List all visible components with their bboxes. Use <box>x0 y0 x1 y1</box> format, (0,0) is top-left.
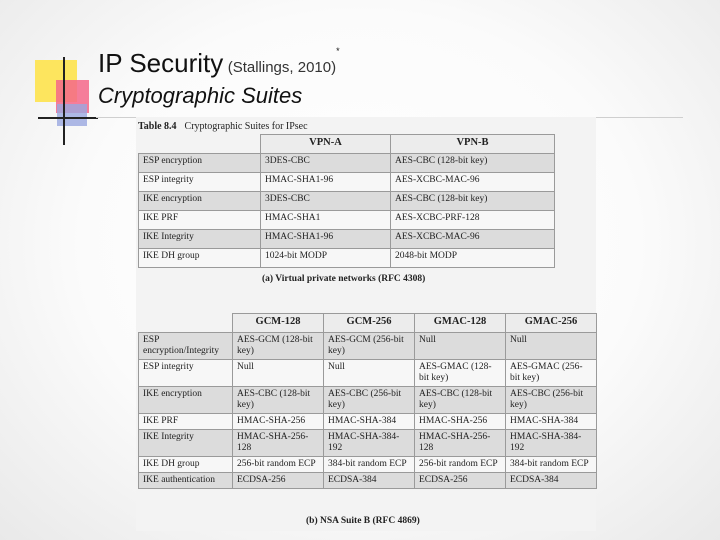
title-citation: (Stallings, 2010) <box>227 59 337 76</box>
table-cell: HMAC-SHA-256 <box>233 414 324 430</box>
table-cell: HMAC-SHA1-96 <box>261 173 391 192</box>
table-row <box>139 360 597 387</box>
slide-title <box>98 48 340 79</box>
row-header-cell: IKE encryption <box>139 387 233 414</box>
table-cell: Null <box>506 333 597 360</box>
row-header-cell: ESP integrity <box>139 173 261 192</box>
table-cell: AES-CBC (256-bit key) <box>324 387 415 414</box>
row-header-cell: IKE PRF <box>139 414 233 430</box>
row-header-cell: IKE PRF <box>139 211 261 230</box>
caption-part-a: (a) Virtual private networks (RFC 4308) <box>262 274 426 284</box>
table-cell: 256-bit random ECP <box>415 457 506 473</box>
table-cell: AES-GCM (256-bit key) <box>324 333 415 360</box>
table-row <box>139 333 597 360</box>
decor-vertical-line <box>63 57 65 145</box>
table-row <box>139 430 597 457</box>
table-cell: 3DES-CBC <box>261 192 391 211</box>
table-cell: HMAC-SHA-256-128 <box>415 430 506 457</box>
row-header-cell: IKE authentication <box>139 473 233 489</box>
row-header-cell: IKE Integrity <box>139 430 233 457</box>
table-cell: ECDSA-384 <box>506 473 597 489</box>
table-cell: Null <box>233 360 324 387</box>
table-cell: HMAC-SHA-384 <box>324 414 415 430</box>
table-cell: ECDSA-256 <box>233 473 324 489</box>
table-cell: HMAC-SHA1 <box>261 211 391 230</box>
vpn-suites-table <box>138 134 555 268</box>
table-cell: AES-GMAC (256-bit key) <box>506 360 597 387</box>
table-cell: 3DES-CBC <box>261 154 391 173</box>
table-row <box>139 414 597 430</box>
table-row <box>139 173 555 192</box>
table-row <box>139 154 555 173</box>
table-cell: 2048-bit MODP <box>391 249 555 268</box>
row-header-cell: ESP integrity <box>139 360 233 387</box>
table-cell: ECDSA-384 <box>324 473 415 489</box>
corner-cell <box>139 135 261 154</box>
table-cell: 384-bit random ECP <box>324 457 415 473</box>
row-header-cell: IKE DH group <box>139 457 233 473</box>
table-cell: HMAC-SHA-384-192 <box>324 430 415 457</box>
column-header: GCM-128 <box>233 314 324 333</box>
table-cell: AES-CBC (128-bit key) <box>391 192 555 211</box>
table-cell: AES-CBC (256-bit key) <box>506 387 597 414</box>
decor-horizontal-line <box>38 117 98 119</box>
table-row <box>139 192 555 211</box>
table-cell: 1024-bit MODP <box>261 249 391 268</box>
table-cell: AES-CBC (128-bit key) <box>415 387 506 414</box>
row-header-cell: ESP encryption/Integrity <box>139 333 233 360</box>
caption-part-b: (b) NSA Suite B (RFC 4869) <box>306 516 420 526</box>
table-cell: HMAC-SHA-256-128 <box>233 430 324 457</box>
decor-blue-square <box>57 104 87 126</box>
table-cell: HMAC-SHA1-96 <box>261 230 391 249</box>
column-header: GMAC-256 <box>506 314 597 333</box>
table-cell: AES-CBC (128-bit key) <box>391 154 555 173</box>
table-cell: HMAC-SHA-256 <box>415 414 506 430</box>
table-cell: AES-CBC (128-bit key) <box>233 387 324 414</box>
table-row <box>139 249 555 268</box>
table-cell: 256-bit random ECP <box>233 457 324 473</box>
table-row <box>139 230 555 249</box>
table-cell: AES-XCBC-MAC-96 <box>391 230 555 249</box>
column-header: VPN-B <box>391 135 555 154</box>
row-header-cell: IKE encryption <box>139 192 261 211</box>
column-header: VPN-A <box>261 135 391 154</box>
table-cell: AES-GCM (128-bit key) <box>233 333 324 360</box>
slide-subtitle: Cryptographic Suites <box>98 83 303 108</box>
table-row <box>139 211 555 230</box>
table-cell: HMAC-SHA-384 <box>506 414 597 430</box>
figure-title <box>138 121 308 132</box>
table-cell: AES-XCBC-PRF-128 <box>391 211 555 230</box>
table-label: Table 8.4 <box>138 121 177 132</box>
table-cell: AES-GMAC (128-bit key) <box>415 360 506 387</box>
row-header-cell: IKE Integrity <box>139 230 261 249</box>
table-cell: 384-bit random ECP <box>506 457 597 473</box>
title-main: IP Security <box>98 48 224 78</box>
scanned-table-figure <box>136 117 596 531</box>
nsa-suite-b-table <box>138 313 597 489</box>
table-cell: Null <box>415 333 506 360</box>
table-row <box>139 457 597 473</box>
corner-cell <box>139 314 233 333</box>
table-cell: AES-XCBC-MAC-96 <box>391 173 555 192</box>
table-cell: HMAC-SHA-384-192 <box>506 430 597 457</box>
row-header-cell: ESP encryption <box>139 154 261 173</box>
table-title: Cryptographic Suites for IPsec <box>184 121 308 132</box>
title-footnote-mark: * <box>336 46 340 56</box>
row-header-cell: IKE DH group <box>139 249 261 268</box>
table-row <box>139 473 597 489</box>
table-row <box>139 387 597 414</box>
column-header: GCM-256 <box>324 314 415 333</box>
table-cell: Null <box>324 360 415 387</box>
column-header: GMAC-128 <box>415 314 506 333</box>
table-cell: ECDSA-256 <box>415 473 506 489</box>
